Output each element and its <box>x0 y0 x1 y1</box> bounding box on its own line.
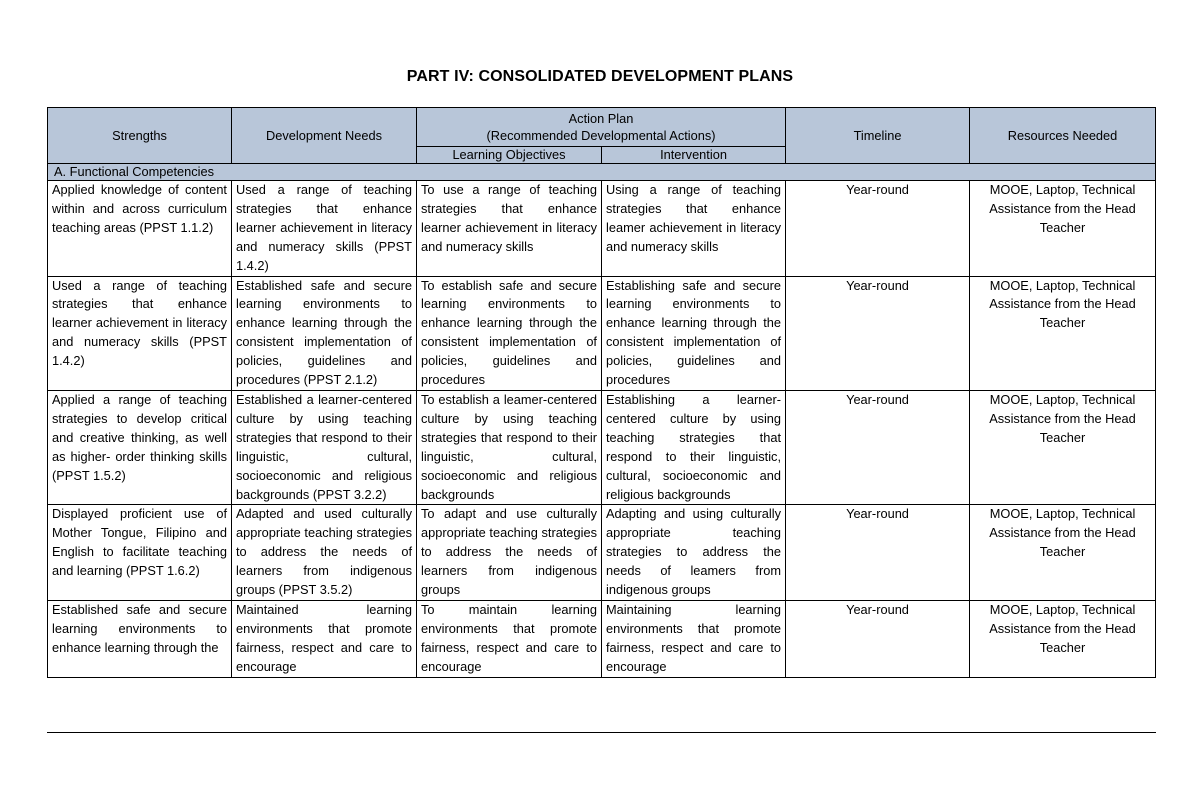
timeline-cell: Year-round <box>786 276 970 390</box>
table-row <box>48 600 1156 677</box>
need-cell: Established safe and secure learning environments to enhance learning through the consistent implementation of policies, guidelines and procedures (PPST 2.1.2) <box>232 276 417 390</box>
resources-cell: MOOE, Laptop, Technical Assistance from the Head Teacher <box>970 505 1156 601</box>
intervention-cell: Adapting and using culturally appropriate teaching strategies to address the needs of leamers from indigenous groups <box>602 505 786 601</box>
resources-cell: MOOE, Laptop, Technical Assistance from the Head Teacher <box>970 276 1156 390</box>
intervention-cell: Establishing a learner-centered culture by using teaching strategies that respond to their linguistic, cultural, socioeconomic and religious backgrounds <box>602 390 786 504</box>
table-row <box>48 390 1156 504</box>
objective-cell: To adapt and use culturally appropriate teaching strategies to address the needs of learners from indigenous groups <box>417 505 602 601</box>
header-strengths: Strengths <box>48 108 232 164</box>
objective-cell: To maintain learning environments that promote fairness, respect and care to encourage <box>417 600 602 677</box>
resources-cell: MOOE, Laptop, Technical Assistance from the Head Teacher <box>970 390 1156 504</box>
page-cut-mask <box>0 733 1200 785</box>
objective-cell: To use a range of teaching strategies that enhance learner achievement in literacy and numeracy skills <box>417 181 602 277</box>
resources-cell: MOOE, Laptop, Technical Assistance from the Head Teacher <box>970 181 1156 277</box>
header-development-needs: Development Needs <box>232 108 417 164</box>
table-bottom-border <box>47 732 1156 733</box>
page-title: PART IV: CONSOLIDATED DEVELOPMENT PLANS <box>406 68 794 85</box>
header-learning-objectives: Learning Objectives <box>417 147 602 164</box>
intervention-cell: Maintaining learning environments that promote fairness, respect and care to encourage <box>602 600 786 677</box>
table-row <box>48 276 1156 390</box>
objective-cell: To establish safe and secure learning environments to enhance learning through the consistent implementation of policies, guidelines and procedures <box>417 276 602 390</box>
need-cell: Adapted and used culturally appropriate teaching strategies to address the needs of learners from indigenous groups (PPST 3.5.2) <box>232 505 417 601</box>
header-intervention: Intervention <box>602 147 786 164</box>
table-row <box>48 505 1156 601</box>
strength-cell: Displayed proficient use of Mother Tongue, Filipino and English to facilitate teaching and learning (PPST 1.6.2) <box>48 505 232 601</box>
need-cell: Established a learner-centered culture by using teaching strategies that respond to their linguistic, cultural, socioeconomic and religious backgrounds (PPST 3.2.2) <box>232 390 417 504</box>
need-cell: Maintained learning environments that promote fairness, respect and care to encourage <box>232 600 417 677</box>
action-plan-subtitle: (Recommended Developmental Actions) <box>486 128 716 143</box>
header-resources: Resources Needed <box>970 108 1156 164</box>
table-row <box>48 181 1156 277</box>
header-timeline: Timeline <box>786 108 970 164</box>
timeline-cell: Year-round <box>786 181 970 277</box>
strength-cell: Applied knowledge of content within and across curriculum teaching areas (PPST 1.1.2) <box>48 181 232 277</box>
section-heading: A. Functional Competencies <box>48 164 1156 181</box>
action-plan-title: Action Plan <box>568 111 634 126</box>
header-action-plan <box>417 108 786 147</box>
strength-cell: Used a range of teaching strategies that enhance learner achievement in literacy and numeracy skills (PPST 1.4.2) <box>48 276 232 390</box>
development-plan-table <box>47 107 1156 678</box>
objective-cell: To establish a leamer-centered culture by using teaching strategies that respond to their linguistic, cultural, socioeconomic and religious backgrounds <box>417 390 602 504</box>
strength-cell: Established safe and secure learning environments to enhance learning through the <box>48 600 232 677</box>
intervention-cell: Establishing safe and secure learning environments to enhance learning through the consistent implementation of policies, guidelines and procedures <box>602 276 786 390</box>
intervention-cell: Using a range of teaching strategies that enhance leamer achievement in literacy and numeracy skills <box>602 181 786 277</box>
timeline-cell: Year-round <box>786 505 970 601</box>
resources-cell: MOOE, Laptop, Technical Assistance from the Head Teacher <box>970 600 1156 677</box>
timeline-cell: Year-round <box>786 600 970 677</box>
timeline-cell: Year-round <box>786 390 970 504</box>
need-cell: Used a range of teaching strategies that enhance learner achievement in literacy and numeracy skills (PPST 1.4.2) <box>232 181 417 277</box>
strength-cell: Applied a range of teaching strategies to develop critical and creative thinking, as well as higher- order thinking skills (PPST 1.5.2) <box>48 390 232 504</box>
